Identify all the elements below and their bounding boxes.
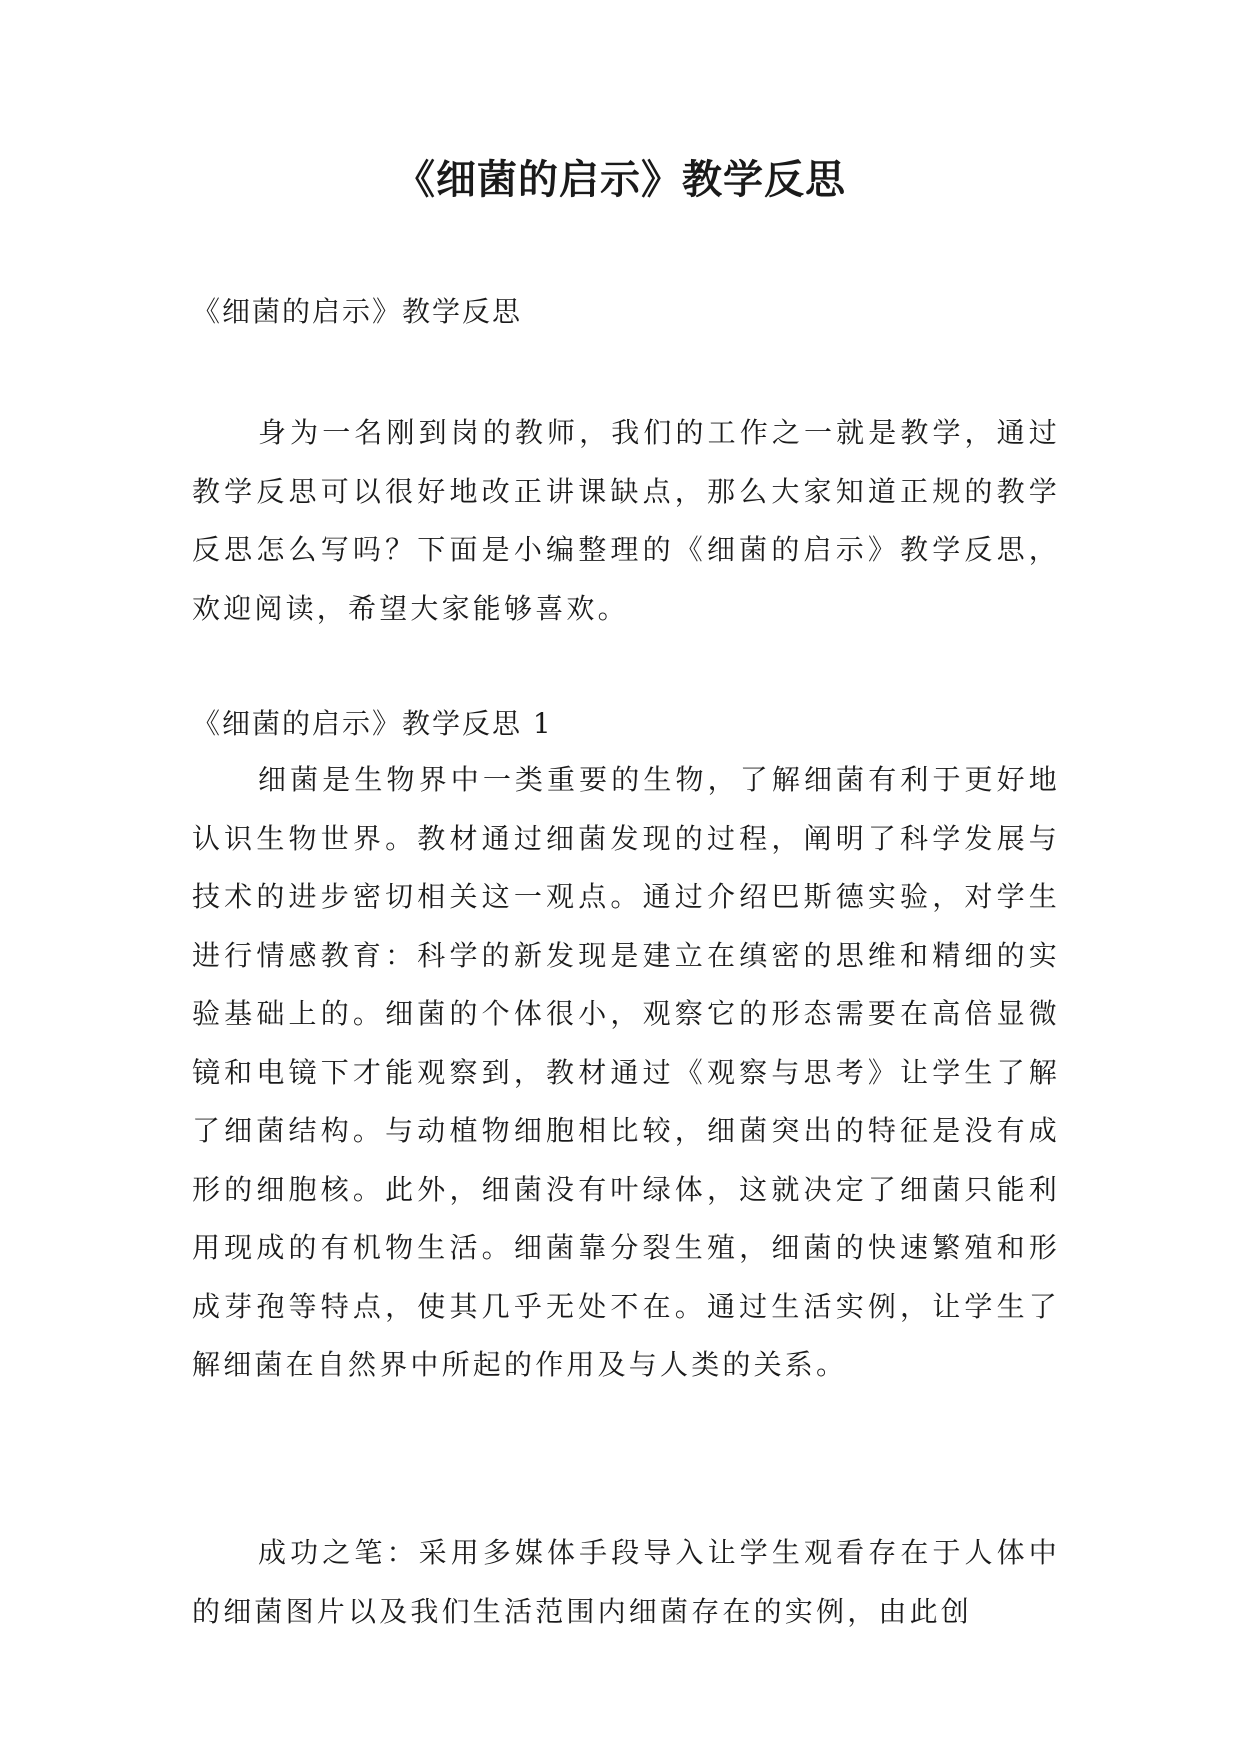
section-heading: 《细菌的启示》教学反思 1 (192, 707, 553, 740)
document-subtitle: 《细菌的启示》教学反思 (192, 295, 523, 328)
document-title: 《细菌的启示》教学反思 (395, 156, 846, 203)
intro-paragraph: 身为一名刚到岗的教师，我们的工作之一就是教学，通过教学反思可以很好地改正讲课缺点，那么大家知道正规的教学反思怎么写吗？下面是小编整理的《细菌的启示》教学反思，欢迎阅读，希望大家能够喜欢。 (192, 416, 1060, 625)
body-paragraph: 成功之笔：采用多媒体手段导入让学生观看存在于人体中的细菌图片以及我们生活范围内细菌存在的实例，由此创 (192, 1536, 1060, 1628)
body-paragraph: 细菌是生物界中一类重要的生物，了解细菌有利于更好地认识生物世界。教材通过细菌发现的过程，阐明了科学发展与技术的进步密切相关这一观点。通过介绍巴斯德实验，对学生进行情感教育：科学的新发现是建立在缜密的思维和精细的实验基础上的。细菌的个体很小，观察它的形态需要在高倍显微镜和电镜下才能观察到，教材通过《观察与思考》让学生了解了细菌结构。与动植物细胞相比较，细菌突出的特征是没有成形的细胞核。此外，细菌没有叶绿体，这就决定了细菌只能利用现成的有机物生活。细菌靠分裂生殖，细菌的快速繁殖和形成芽孢等特点，使其几乎无处不在。通过生活实例，让学生了解细菌在自然界中所起的作用及与人类的关系。 (192, 763, 1060, 1381)
